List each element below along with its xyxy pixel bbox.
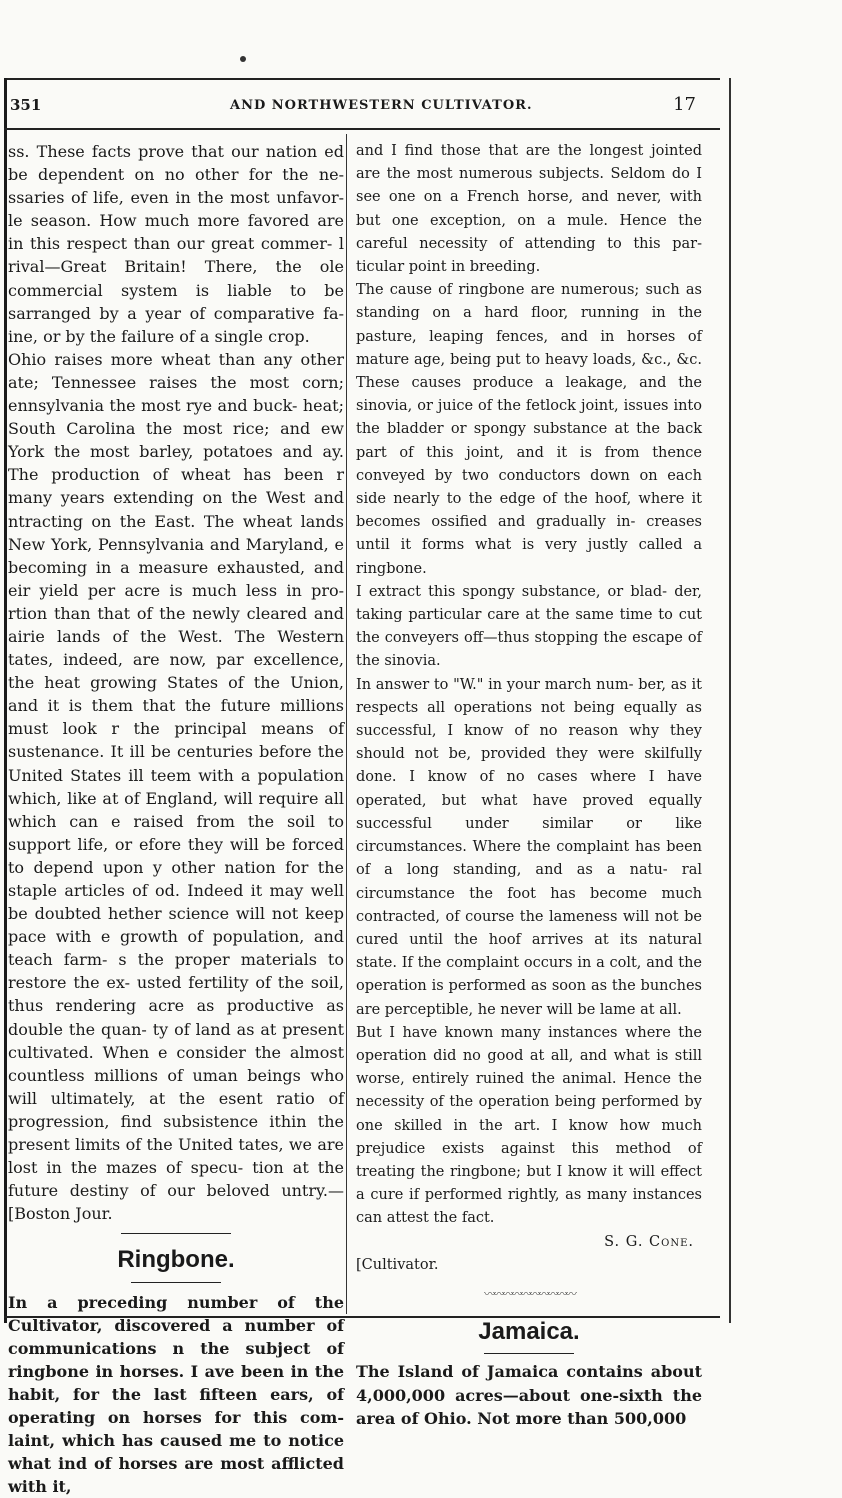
right-paragraph-6: The Island of Jamaica contains about 4,000,000 acres—about one-sixth the area of Ohio. Not more than 500,000 [356,1360,702,1430]
right-paragraph-3: I extract this spongy substance, or blad- der, taking particular care at the same time to cut the conveyers off—thus stopping the escape of the sinovia. [356,581,702,674]
right-paragraph-2: The cause of ringbone are numerous; such as standing on a hard floor, running in the pasture, leaping fences, and in horses of mature age, being put to heavy loads, &c., &c. These causes produce a leakage, and the sinovia, or juice of the fetlock joint, issues into the bladder or spongy substance at the back part of this joint, and it is from thence conveyed by two conductors down on each side nearly to the edge of the hoof, where it becomes ossified and gradually in- creases until it forms what is very justly called a ringbone. [356,279,702,581]
header-rule [4,128,720,130]
left-paragraph-2: Ohio raises more wheat than any other ate; Tennessee raises the most corn; ennsylvania the most rye and buck- heat; South Carolina the most rice; and ew York the most barley, potatoes and ay. The production of wheat has been r many years extending on the West and ntracting on the East. The wheat lands New York, Pennsylvania and Maryland, e becoming in a measure exhausted, and eir yield per acre is much less in pro- rtion than that of the newly cleared and airie lands of the West. The Western tates, indeed, are now, par excellence, the heat growing States of the Union, and it is them that the future millions must look r the principal means of sustenance. It ill be centuries before the United States ill teem with a population which, like at of England, will require all which can e raised from the soil to support life, or efore they will be forced to depend upon y other nation for the staple articles of od. Indeed it may well be doubted hether science will not keep pace with e growth of population, and teach farm- s the proper materials to restore the ex- usted fertility of the soil, thus rendering acre as productive as double the quan- ty of land as at present cultivated. When e consider the almost countless millions of uman beings who will ultimately, at the esent ratio of progression, find subsistence ithin the present limits of the United tates, we are lost in the mazes of specu- tion at the future destiny of our beloved untry.—[Boston Jour. [8,348,344,1226]
left-paragraph-3: In a preceding number of the Cultivator, discovered a number of communications n the subject of ringbone in horses. I ave been in the habit, for the last fifteen ears, of operating on horses for this com- laint, which has caused me to notice what ind of horses are most afflicted with it, [8,1291,344,1498]
column-divider [346,134,347,1314]
running-header [10,96,710,118]
right-paragraph-4: In answer to "W." in your march num- ber, as it respects all operations not being equally as successful, I know of no reason why they should not be, provided they were skilfully done. I know of no cases where I have operated, but what have proved equally successful under similar or like circumstances. Where the complaint has been of a long standing, and as a natu- ral circumstance the foot has become much contracted, of course the lameness will not be cured until the hoof arrives at its natural state. If the complaint occurs in a colt, and the operation is performed as soon as the bunches are perceptible, he never will be lame at all. [356,674,702,1022]
left-paragraph-1: ss. These facts prove that our nation ed be dependent on no other for the ne- ssaries of life, even in the most unfavor- le season. How much more favored are in this respect than our great commer- l rival—Great Britain! There, the ole commercial system is liable to be sarranged by a year of comparative fa- ine, or by the failure of a single crop. [8,140,344,348]
heading-rule [484,1353,574,1354]
running-title: AND NORTHWESTERN CULTIVATOR. [230,98,533,113]
heading-rule [131,1282,221,1283]
right-paragraph-1: and I find those that are the longest jointed are the most numerous subjects. Seldom do I see one on a French horse, and never, with but one exception, on a mule. Hence the careful necessity of attending to this par- ticular point in breeding. [356,140,702,279]
source-credit: [Cultivator. [356,1254,702,1277]
right-column [356,140,702,1430]
jamaica-heading: Jamaica. [356,1320,702,1343]
section-rule [121,1233,231,1234]
right-paragraph-5: But I have known many instances where the operation did no good at all, and what is still worse, entirely ruined the animal. Hence the necessity of the operation being performed by one skilled in the art. I know how much prejudice exists against this method of treating the ringbone; but I know it will effect a cure if performed rightly, as many instances can attest the fact. [356,1022,702,1231]
page-number-left: 351 [10,96,41,114]
left-column [8,140,344,1498]
wavy-rule: 〰〰〰〰〰〰〰〰〰〰 [356,1283,702,1306]
ringbone-heading: Ringbone. [8,1248,344,1271]
ink-dot [240,56,246,62]
bottom-rule [4,1316,720,1318]
signature: S. G. Cone. [356,1231,702,1254]
page-number-right: 17 [673,94,696,115]
